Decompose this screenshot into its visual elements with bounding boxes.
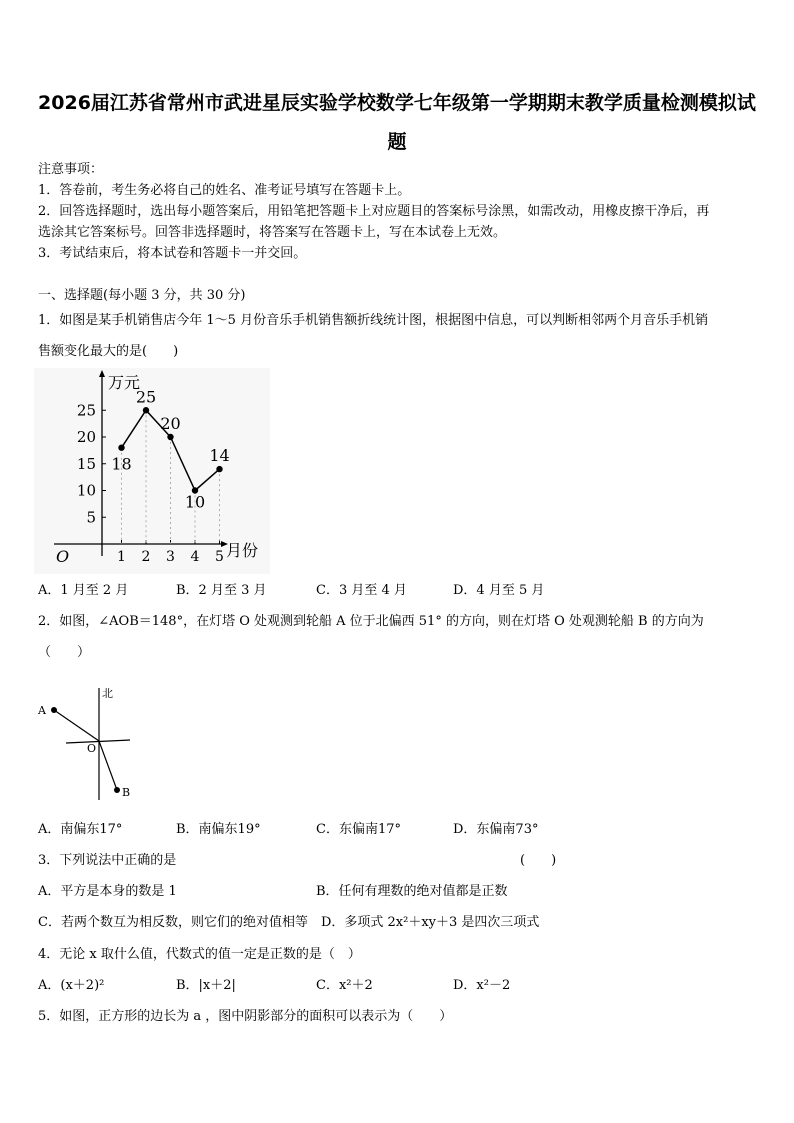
ray-ob: [99, 741, 117, 790]
q2-option-d: D．东偏南73°: [453, 822, 539, 837]
q4-stem: 4．无论 x 取什么值，代数式的值一定是正数的是（ ）: [38, 947, 361, 962]
q1-option-d: D．4 月至 5 月: [453, 583, 545, 598]
q1-stem-line1: 1．如图是某手机销售店今年 1～5 月份音乐手机销售额折线统计图，根据图中信息，可以判断相邻两个月音乐手机销: [38, 313, 709, 328]
y-axis-label: 万元: [108, 373, 141, 392]
origin-label: O: [56, 547, 70, 566]
q3-answer-paren: ( ): [520, 853, 557, 868]
data-label: 14: [209, 446, 230, 466]
x-tick-label: 5: [215, 549, 224, 565]
notice-item-1: 1．答卷前，考生务必将自己的姓名、准考证号填写在答题卡上。: [38, 183, 411, 198]
label-a: A: [38, 704, 46, 717]
data-point: [143, 407, 149, 413]
section-heading: 一、选择题(每小题 3 分，共 30 分): [38, 288, 246, 303]
q5-stem: 5．如图，正方形的边长为 a ，图中阴影部分的面积可以表示为（ ）: [38, 1009, 453, 1024]
y-tick-label: 10: [76, 481, 96, 500]
sales-line-chart: [34, 368, 270, 574]
data-point: [118, 445, 124, 451]
q2-option-b: B．南偏东19°: [176, 822, 261, 837]
q3-option-cd: C．若两个数互为相反数，则它们的绝对值相等 D．多项式 2x²＋xy＋3 是四次三项式: [38, 915, 540, 930]
ray-oa: [54, 710, 99, 741]
bearing-figure: [34, 684, 144, 804]
q4-option-d: D．x²－2: [453, 978, 511, 993]
q2-option-a: A．南偏东17°: [38, 822, 123, 837]
q1-option-c: C．3 月至 4 月: [316, 583, 407, 598]
notice-item-3: 3．考试结束后，将本试卷和答题卡一并交回。: [38, 246, 307, 261]
q3-option-b: B．任何有理数的绝对值都是正数: [316, 884, 508, 899]
x-axis-label: 月份: [226, 541, 259, 560]
data-point: [216, 466, 222, 472]
q1-option-a: A．1 月至 2 月: [38, 583, 129, 598]
label-o: O: [87, 742, 97, 755]
x-tick-label: 1: [117, 549, 126, 565]
y-tick-label: 25: [76, 401, 96, 420]
q1-stem-line2: 售额变化最大的是( ): [38, 344, 179, 359]
data-label: 20: [160, 414, 181, 433]
x-tick-label: 2: [141, 549, 151, 565]
data-point: [167, 434, 173, 440]
q2-stem-line2: （ ）: [38, 645, 91, 660]
north-label: 北: [102, 687, 113, 700]
q4-option-c: C．x²＋2: [316, 978, 373, 993]
q3-stem: 3．下列说法中正确的是: [38, 853, 177, 868]
exam-title-line2: 题: [387, 131, 407, 153]
data-label: 10: [184, 492, 206, 512]
data-label: 25: [135, 387, 157, 407]
point-b: [114, 787, 120, 793]
q2-option-c: C．东偏南17°: [316, 822, 401, 837]
q3-option-a: A．平方是本身的数是 1: [38, 884, 177, 899]
exam-title-line1: 2026届江苏省常州市武进星辰实验学校数学七年级第一学期期末教学质量检测模拟试: [38, 92, 756, 114]
label-b: B: [122, 786, 131, 799]
q4-option-a: A．(x＋2)²: [38, 978, 105, 993]
q4-option-b: B．|x＋2|: [176, 978, 236, 993]
point-a: [51, 707, 57, 713]
y-tick-label: 5: [86, 508, 96, 527]
q1-option-b: B．2 月至 3 月: [176, 583, 267, 598]
q2-stem-line1: 2．如图，∠AOB＝148°，在灯塔 O 处观测到轮船 A 位于北偏西 51° 的方向，则在灯塔 O 处观测轮船 B 的方向为: [38, 614, 704, 629]
notice-item-2-cont: 选涂其它答案标号。回答非选择题时，将答案写在答题卡上，写在本试卷上无效。: [38, 225, 507, 240]
y-tick-label: 15: [76, 454, 96, 473]
y-tick-label: 20: [76, 428, 96, 446]
notice-item-2: 2．回答选择题时，选出每小题答案后，用铅笔把答题卡上对应题目的答案标号涂黑，如需改动，用橡皮擦干净后，再: [38, 204, 710, 219]
x-tick-label: 4: [190, 549, 200, 565]
x-tick-label: 3: [166, 549, 175, 565]
notice-heading: 注意事项：: [38, 162, 104, 177]
data-label: 18: [111, 454, 132, 474]
